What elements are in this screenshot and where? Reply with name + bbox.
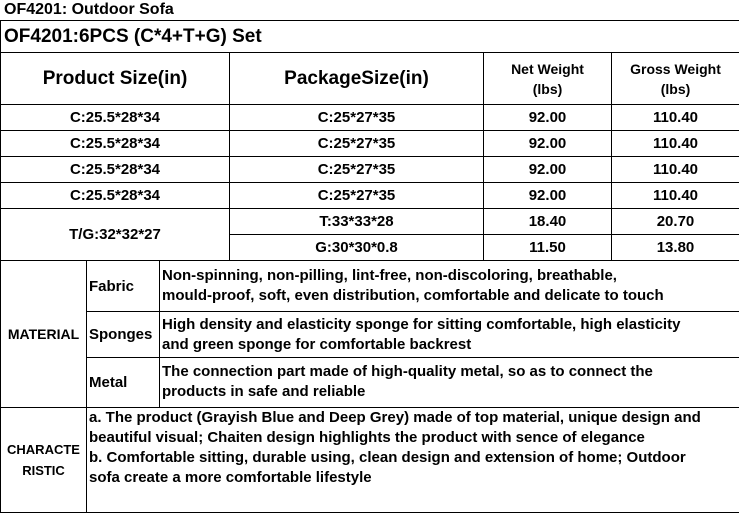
- page-title: OF4201: Outdoor Sofa: [4, 1, 174, 18]
- net-weight-cell: 92.00: [484, 157, 612, 183]
- table-row: [1, 157, 739, 183]
- characteristic-label: [1, 408, 87, 513]
- t-package-size-cell: T:33*33*28: [230, 209, 484, 235]
- gross-weight-header-line2: (lbs): [660, 80, 691, 97]
- t-net-weight-cell: 18.40: [484, 209, 612, 235]
- sponges-description: [160, 312, 739, 358]
- package-size-cell: C:25*27*35: [230, 105, 484, 131]
- product-size-header: Product Size(in): [1, 53, 230, 105]
- sponges-label: Sponges: [87, 312, 160, 358]
- gross-weight-cell: 110.40: [612, 157, 739, 183]
- spec-table: [0, 20, 739, 513]
- product-size-cell: C:25.5*28*34: [1, 105, 230, 131]
- table-row: [1, 183, 739, 209]
- tg-product-size-cell: T/G:32*32*27: [1, 209, 230, 261]
- g-net-weight-cell: 11.50: [484, 235, 612, 261]
- metal-label: Metal: [87, 358, 160, 408]
- sponges-description-line1: High density and elasticity sponge for sitting comfortable, high elasticity: [162, 316, 681, 333]
- fabric-description: [160, 261, 739, 312]
- product-size-cell: C:25.5*28*34: [1, 157, 230, 183]
- characteristic-description: [87, 408, 739, 513]
- fabric-description-line1: Non-spinning, non-pilling, lint-free, non-discoloring, breathable,: [162, 267, 617, 284]
- metal-description-line2: products in safe and reliable: [162, 383, 366, 400]
- g-gross-weight-cell: 13.80: [612, 235, 739, 261]
- gross-weight-header-line1: Gross Weight: [630, 60, 721, 77]
- table-row: [1, 209, 739, 235]
- package-size-header: PackageSize(in): [230, 53, 484, 105]
- package-size-cell: C:25*27*35: [230, 157, 484, 183]
- product-size-cell: C:25.5*28*34: [1, 131, 230, 157]
- characteristic-line4: sofa create a more comfortable lifestyle: [89, 469, 372, 486]
- metal-description-line1: The connection part made of high-quality metal, so as to connect the: [162, 363, 653, 380]
- characteristic-line1: a. The product (Grayish Blue and Deep Grey) made of top material, unique design and: [89, 409, 701, 426]
- table-row: [1, 131, 739, 157]
- gross-weight-cell: 110.40: [612, 131, 739, 157]
- net-weight-cell: 92.00: [484, 105, 612, 131]
- characteristic-label-line2: RISTIC: [22, 463, 65, 478]
- characteristic-line3: b. Comfortable sitting, durable using, clean design and extension of home; Outdoor: [89, 449, 686, 466]
- metal-description: [160, 358, 739, 408]
- gross-weight-cell: 110.40: [612, 183, 739, 209]
- gross-weight-header: [612, 53, 739, 105]
- net-weight-header-line2: (lbs): [532, 80, 563, 97]
- characteristic-label-line1: CHARACTE: [7, 442, 80, 457]
- package-size-cell: C:25*27*35: [230, 131, 484, 157]
- fabric-label: Fabric: [87, 261, 160, 312]
- net-weight-header: [484, 53, 612, 105]
- package-size-cell: C:25*27*35: [230, 183, 484, 209]
- characteristic-line2: beautiful visual; Chaiten design highlights the product with sence of elegance: [89, 429, 645, 446]
- sponges-description-line2: and green sponge for comfortable backrest: [162, 336, 472, 353]
- net-weight-header-line1: Net Weight: [511, 60, 584, 77]
- set-title: OF4201:6PCS (C*4+T+G) Set: [1, 21, 739, 53]
- gross-weight-cell: 110.40: [612, 105, 739, 131]
- net-weight-cell: 92.00: [484, 131, 612, 157]
- material-label: MATERIAL: [1, 261, 87, 408]
- g-package-size-cell: G:30*30*0.8: [230, 235, 484, 261]
- fabric-description-line2: mould-proof, soft, even distribution, comfortable and delicate to touch: [162, 287, 664, 304]
- net-weight-cell: 92.00: [484, 183, 612, 209]
- product-size-cell: C:25.5*28*34: [1, 183, 230, 209]
- t-gross-weight-cell: 20.70: [612, 209, 739, 235]
- table-row: [1, 105, 739, 131]
